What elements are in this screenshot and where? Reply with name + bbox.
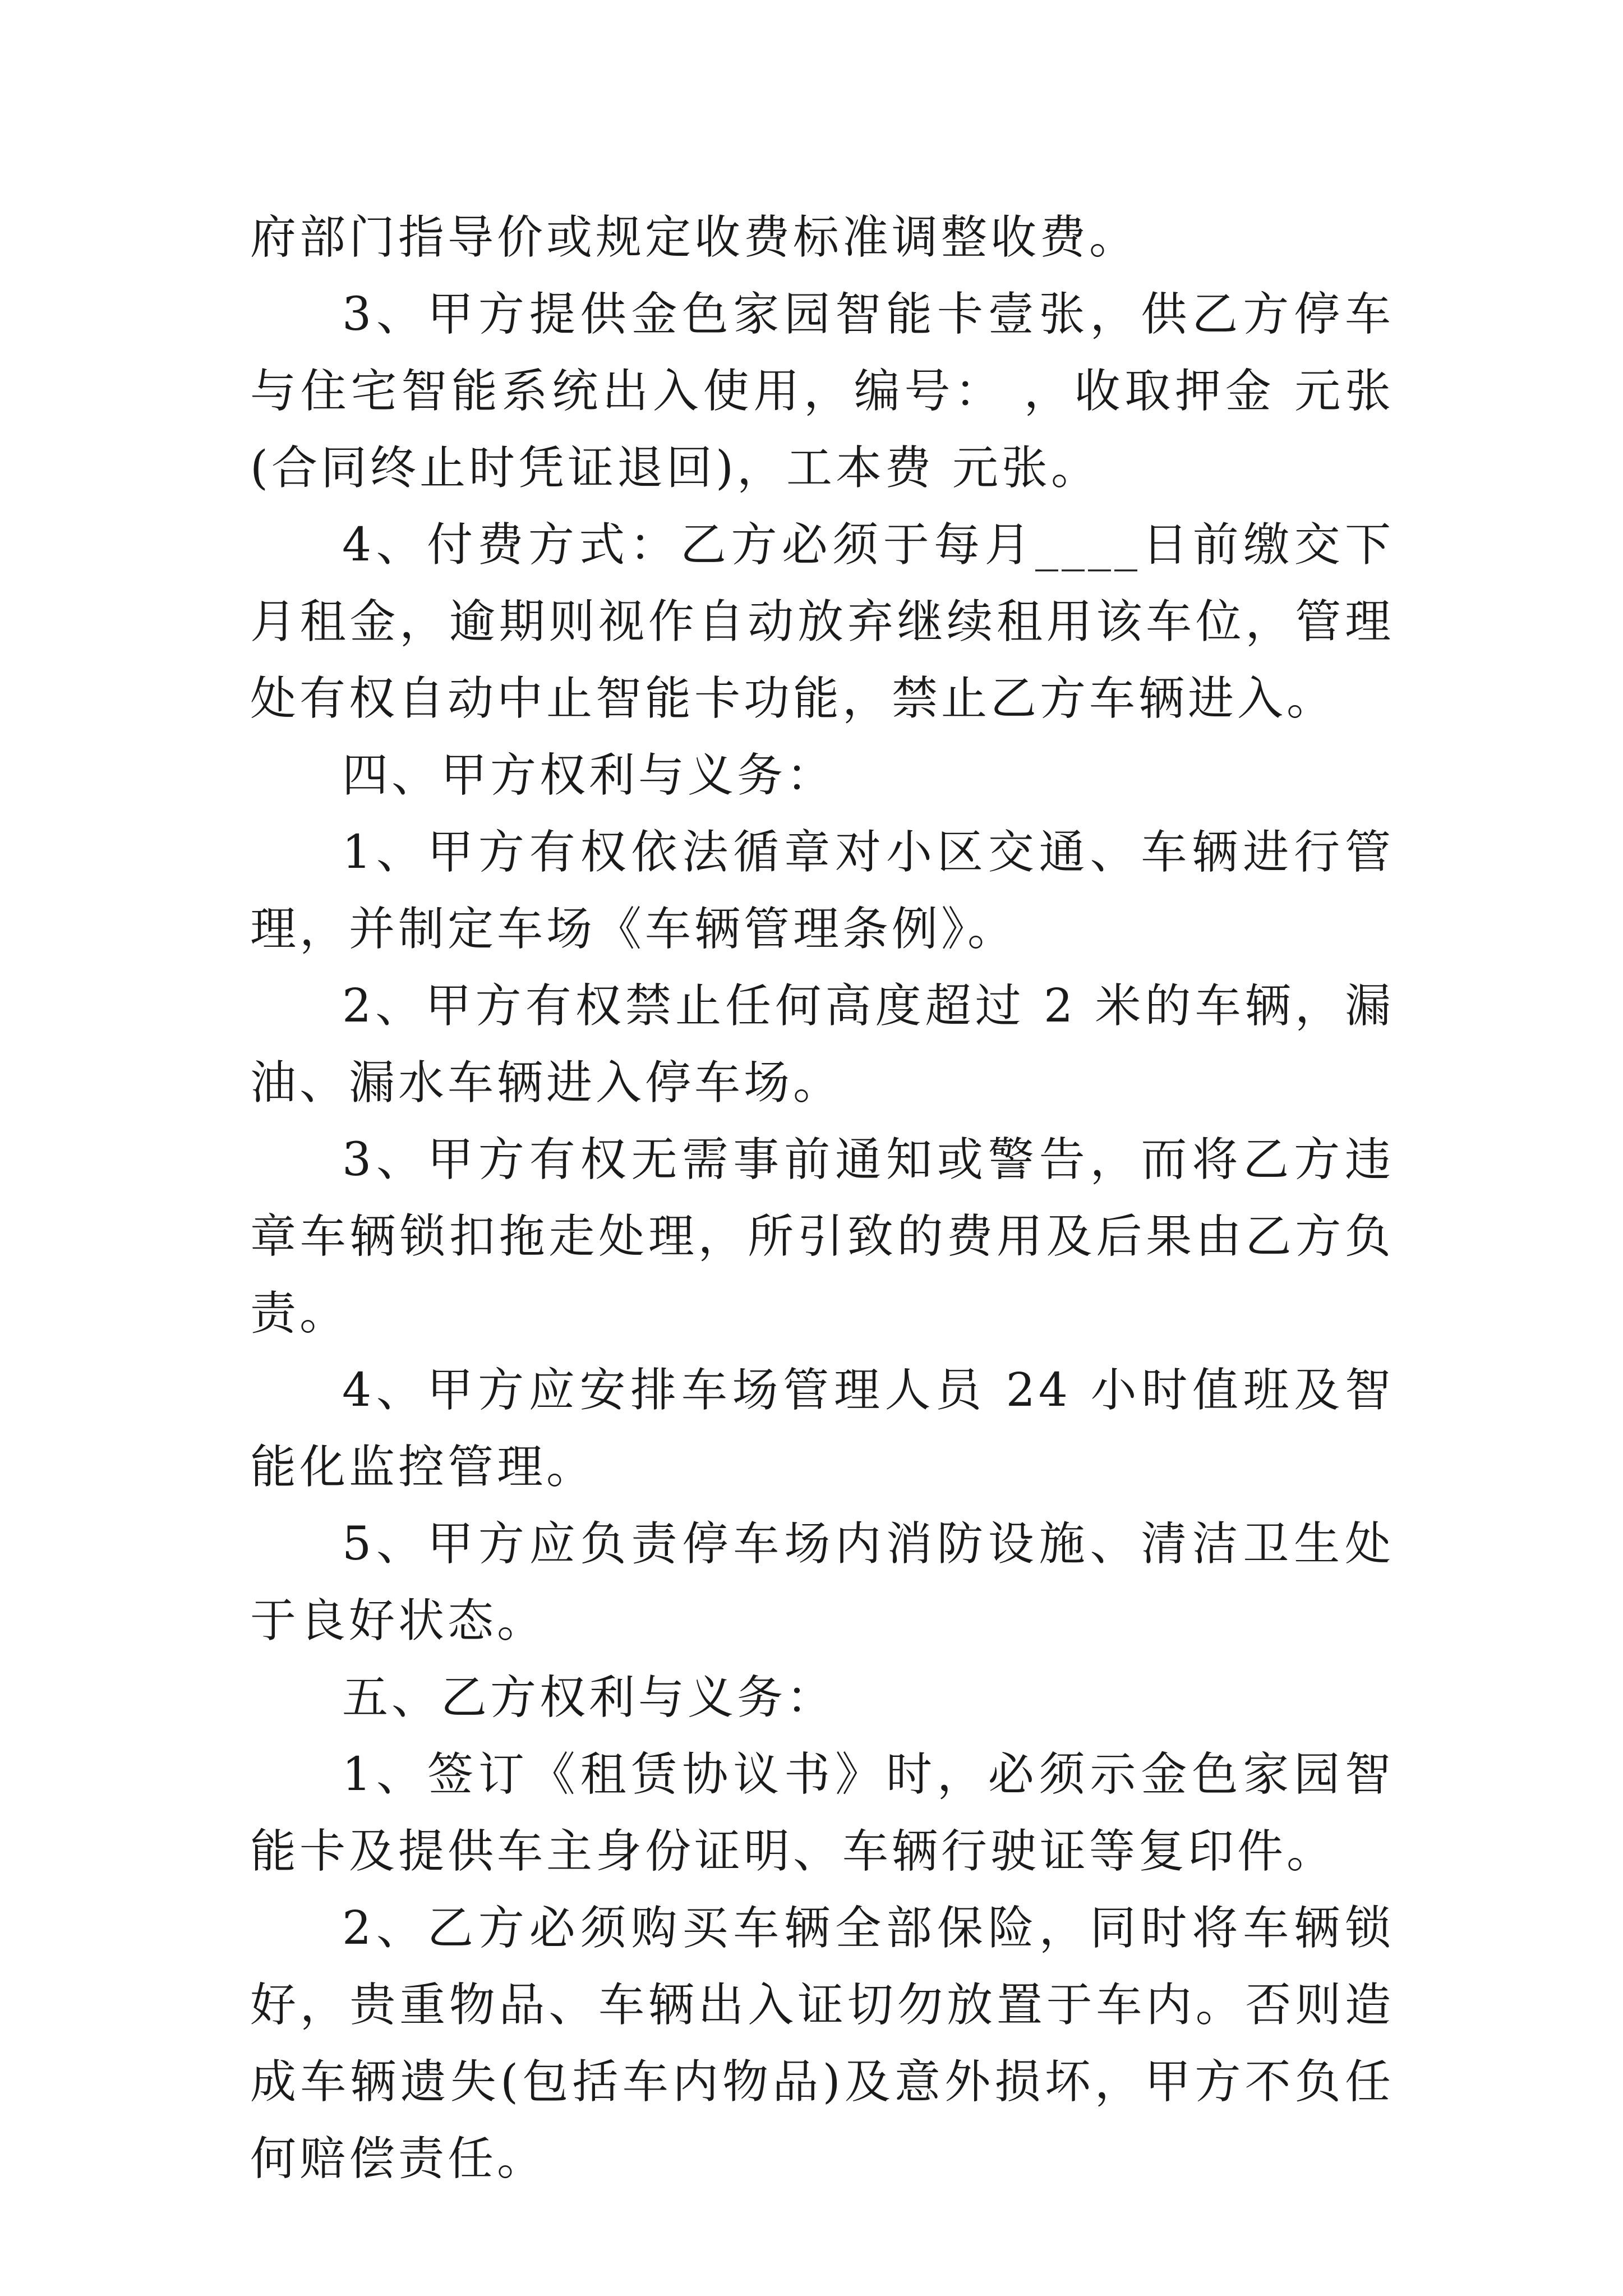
paragraph-smart-card: 3、甲方提供金色家园智能卡壹张，供乙方停车与住宅智能系统出入使用，编号： ，收取押金 元张(合同终止时凭证退回)，工本费 元张。 xyxy=(250,288,1394,495)
paragraph-party-a-item-4: 4、甲方应安排车场管理人员 24 小时值班及智能化监控管理。 xyxy=(250,1364,1394,1494)
paragraph-party-b-item-1: 1、签订《租赁协议书》时，必须示金色家园智能卡及提供车主身份证明、车辆行驶证等复印件。 xyxy=(250,1748,1394,1878)
paragraph-party-a-item-1: 1、甲方有权依法循章对小区交通、车辆进行管理，并制定车场《车辆管理条例》。 xyxy=(250,826,1394,956)
paragraph-party-a-item-5: 5、甲方应负责停车场内消防设施、清洁卫生处于良好状态。 xyxy=(250,1517,1394,1648)
document-body xyxy=(250,199,1394,2197)
section-heading-party-a: 四、甲方权利与义务： xyxy=(342,749,836,802)
paragraph-party-a-item-3: 3、甲方有权无需事前通知或警告，而将乙方违章车辆锁扣拖走处理，所引致的费用及后果由乙方负责。 xyxy=(250,1133,1394,1340)
paragraph-payment-method: 4、付费方式：乙方必须于每月____日前缴交下月租金，逾期则视作自动放弃继续租用该车位，管理处有权自动中止智能卡功能，禁止乙方车辆进入。 xyxy=(250,518,1394,725)
paragraph-party-b-item-2: 2、乙方必须购买车辆全部保险，同时将车辆锁好，贵重物品、车辆出入证切勿放置于车内。否则造成车辆遗失(包括车内物品)及意外损坏，甲方不负任何赔偿责任。 xyxy=(250,1902,1394,2185)
paragraph-fee-adjustment: 府部门指导价或规定收费标准调整收费。 xyxy=(250,211,1139,264)
section-heading-party-b: 五、乙方权利与义务： xyxy=(342,1671,836,1724)
paragraph-party-a-item-2: 2、甲方有权禁止任何高度超过 2 米的车辆，漏油、漏水车辆进入停车场。 xyxy=(250,979,1394,1110)
